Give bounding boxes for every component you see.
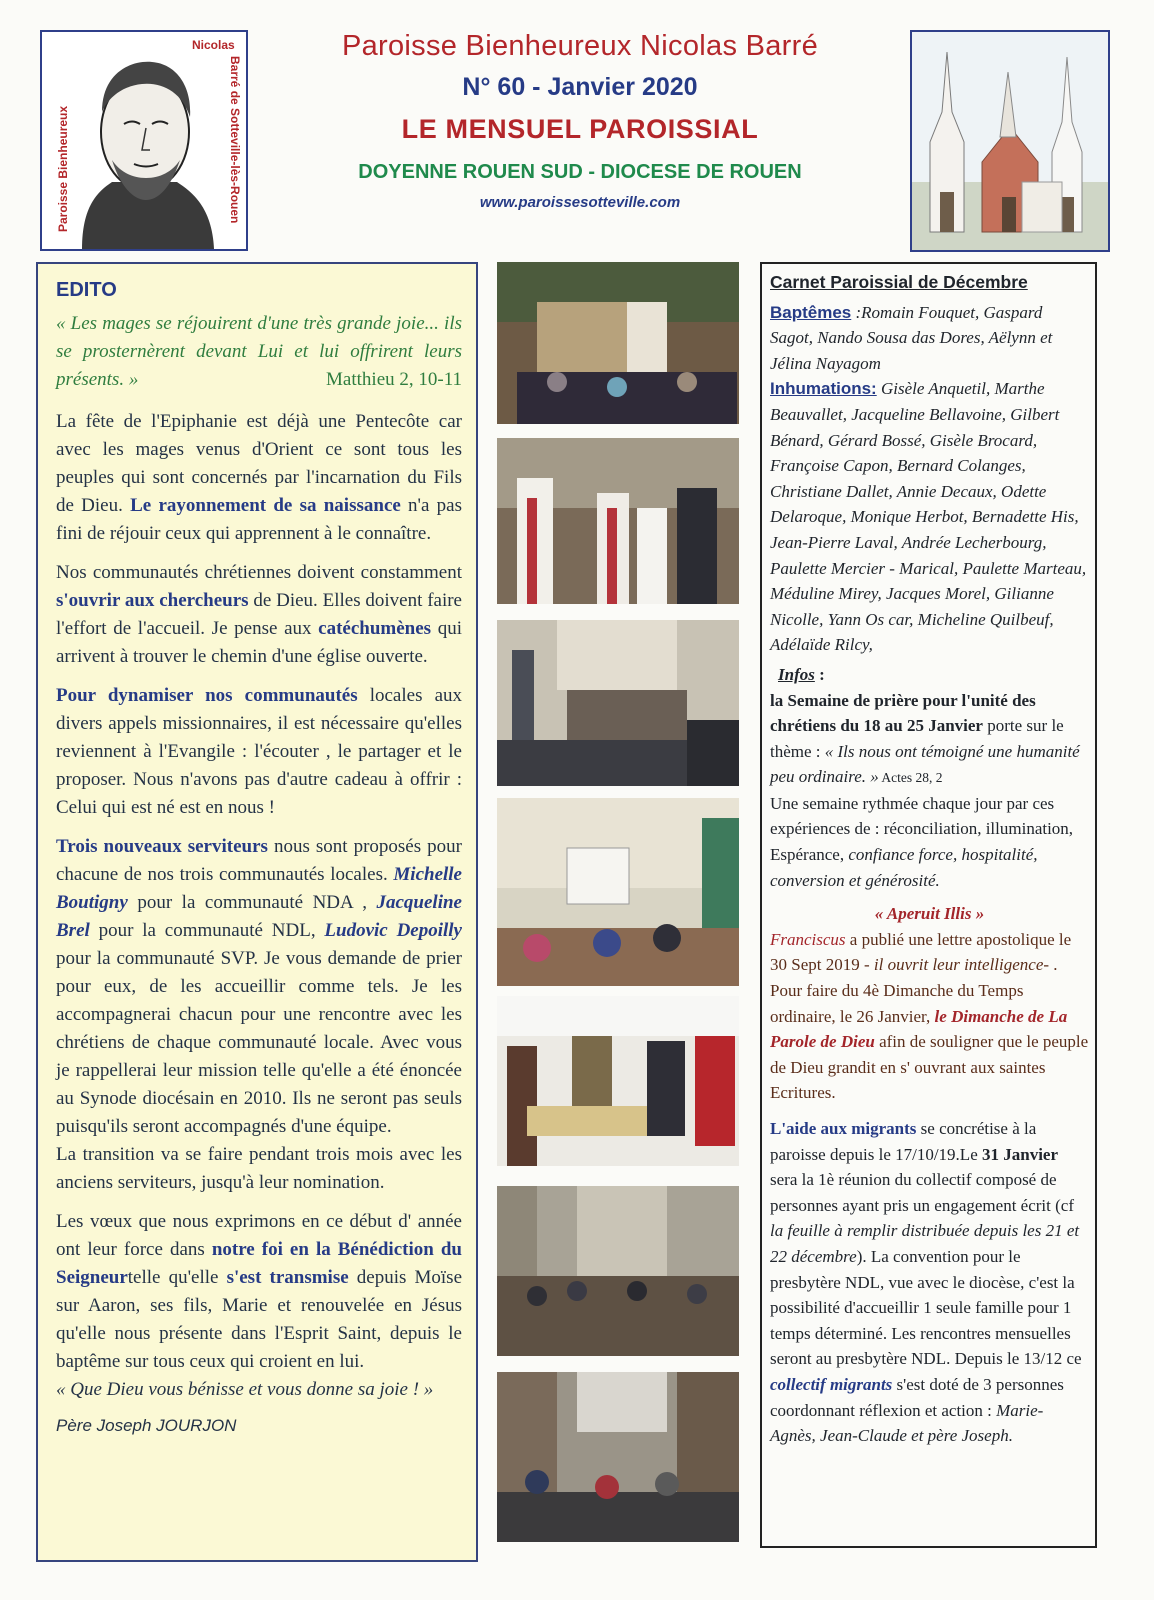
infos-colon: : — [814, 664, 825, 684]
logo-portrait-nicolas-barre — [40, 30, 248, 251]
edito-text: de Dieu. Elles doivent faire l'effort de l'accueil. Je pense aux — [56, 590, 462, 639]
edito-text: depuis Moïse sur Aaron, ses fils, Marie et renouvelée en Jésus qu'elle nous présente dans l'Esprit Saint, depuis le baptême sur tous ceux qui croient en lui. — [56, 1267, 463, 1372]
migrants-title: L'aide aux migrants — [770, 1119, 917, 1138]
edito-highlight: Trois nouveaux serviteurs — [56, 836, 268, 857]
aperuit-author: Franciscus — [770, 929, 846, 949]
aperuit-body: a publié une lettre apostolique le 30 Sept 2019 - — [770, 929, 1072, 975]
edito-paragraph-6 — [56, 1208, 462, 1376]
edito-paragraph-5: La transition va se faire pendant trois mois avec les anciens serviteurs, jusqu'à leur nomination. — [56, 1144, 462, 1193]
edito-highlight: Pour dynamiser nos communautés — [56, 685, 358, 706]
edito-box — [36, 262, 478, 1562]
servant-name: Michelle Boutigny — [56, 864, 462, 913]
infos-label: Infos — [778, 664, 815, 684]
migrants-text: se concrétise à la paroisse depuis le 17/10/19.Le — [770, 1119, 1037, 1164]
aperuit-title-row — [770, 901, 1089, 927]
masthead — [260, 28, 900, 211]
migrants-text: ). La convention pour le presbytère NDL, vue avec le diocèse, c'est la possibilité d'accueillir 1 seule famille pour 1 temps déterminé. Les rencontres mensuelles seront au presbytère NDL. Depuis le 13/12 ce — [770, 1246, 1082, 1369]
edito-highlight: s'est transmise — [226, 1267, 349, 1288]
edito-highlight: Le rayonnement de sa naissance — [130, 495, 401, 516]
word-of-god-sunday: le Dimanche de La Parole de Dieu — [770, 1006, 1068, 1052]
edito-closing-blessing: « Que Dieu vous bénisse et vous donne sa joie ! » — [56, 1379, 434, 1400]
parish-title: Paroisse Bienheureux Nicolas Barré — [341, 30, 819, 62]
edito-quote-reference: Matthieu 2, 10-11 — [326, 369, 462, 390]
website-link[interactable]: www.paroissesotteville.com — [479, 194, 681, 211]
photo-musicians-image — [497, 620, 739, 786]
parish-register-box — [760, 262, 1097, 1548]
edito-text: n'a pas fini de réjouir ceux qui apprennent à le connaître. — [56, 495, 462, 544]
photo-children-hall — [497, 798, 739, 986]
unity-week-title: la Semaine de prière pour l'unité des chrétiens du 18 au 25 Janvier — [770, 690, 1036, 736]
migrants-date: 31 Janvier — [982, 1144, 1059, 1164]
edito-paragraph-4 — [56, 833, 462, 1141]
edito-highlight: s'ouvrir aux chercheurs — [56, 590, 249, 611]
photo-epiphany-nativity — [497, 262, 739, 424]
funerals-label: Inhumations: — [770, 379, 877, 399]
unity-week-info — [770, 688, 1089, 791]
edito-heading: EDITO — [56, 279, 117, 301]
photo-market-image — [497, 996, 739, 1166]
photo-procession-image — [497, 1372, 739, 1542]
churches-illustration — [910, 30, 1110, 252]
servant-name: Jacqueline Brel — [56, 892, 462, 941]
edito-paragraph-1 — [56, 408, 462, 548]
unity-week-theme: « Ils nous ont témoigné une humanité peu ordinaire. » — [770, 741, 1080, 787]
migrants-info — [770, 1116, 1089, 1449]
aperuit-quote: il ouvrit leur intelligence- — [873, 955, 1050, 975]
publication-name: LE MENSUEL PAROISSIAL — [401, 114, 759, 144]
aperuit-text — [770, 927, 1089, 1106]
photo-epiphany-image — [497, 262, 739, 424]
unity-week-text: Une semaine rythmée chaque jour par ces expériences de : réconciliation, illumination, Espérance, — [770, 793, 1074, 865]
photo-musicians-church — [497, 620, 739, 786]
edito-paragraph-2 — [56, 559, 462, 671]
deanery-line: DOYENNE ROUEN SUD - DIOCESE DE ROUEN — [358, 161, 802, 183]
issue-number: N° 60 - Janvier 2020 — [462, 73, 698, 101]
edito-text: La fête de l'Epiphanie est déjà une Pentecôte car avec les mages venus d'Orient ce sont tous les peuples qui sont concernés par l'incarnation du Fils de Dieu. — [56, 411, 462, 516]
edito-text: qui arrivent à trouver le chemin d'une église ouverte. — [56, 618, 463, 667]
infos-heading — [770, 662, 1089, 688]
edito-text: pour la communauté NDA , — [127, 892, 377, 913]
edito-text: telle qu'elle — [127, 1267, 227, 1288]
register-heading: Carnet Paroissial de Décembre — [770, 272, 1028, 292]
edito-text: nous sont proposés pour chacune de nos trois communautés locales. — [56, 836, 462, 885]
unity-week-details — [770, 791, 1089, 893]
portrait-caption-left: Paroisse Bienheureux — [56, 105, 70, 232]
funerals-names: Gisèle Anquetil, Marthe Beauvallet, Jacqueline Bellavoine, Gilbert Bénard, Gérard Bossé, Gisèle Brocard, Françoise Capon, Bernard Colanges, Christiane Dallet, Annie Decaux, Odette Delaroque, Monique Herbot, Bernadette His, Jean-Pierre Laval, Andrée Lecherbourg, Paulette Mercier - Marical, Paulette Marteau, Méduline Mirey, Jacques Morel, Gilianne Nicolle, Yann Os car, Micheline Quilbeuf, Adélaïde Rilcy, — [770, 379, 1087, 655]
edito-text: locales aux divers appels missionnaires, il est nécessaire qu'elles reviennent à l'Evangile : l'écouter , le partager et le proposer. Nous n'avons pas d'autre cadeau à offrir : Celui qui est né est en nous ! — [56, 685, 463, 818]
edito-paragraph-3 — [56, 682, 462, 822]
edito-signature: Père Joseph JOURJON — [56, 1416, 237, 1435]
photo-church-assembly — [497, 1186, 739, 1356]
portrait-caption-right: Barré de Sotteville-lès-Rouen — [228, 56, 242, 224]
servant-name: Ludovic Depoilly — [324, 920, 462, 941]
edito-highlight: catéchumènes — [318, 618, 432, 639]
edito-text: Nos communautés chrétiennes doivent constamment — [56, 562, 462, 583]
aperuit-body: afin de souligner que le peuple de Dieu grandit en s' ouvrant aux saintes Ecritures. — [770, 1032, 1089, 1103]
portrait-drawing — [42, 32, 246, 249]
churches-drawing — [912, 32, 1108, 250]
photo-priests-image — [497, 438, 739, 604]
photo-assembly-image — [497, 1186, 739, 1356]
migrants-text: s'est doté de 3 personnes coordonnant réflexion et action : — [770, 1374, 1064, 1420]
edito-text: pour la communauté NDL, — [89, 920, 325, 941]
photo-children-image — [497, 798, 739, 986]
migrants-text: sera la 1è réunion du collectif composé de personnes ayant pris un engagement écrit (cf — [770, 1170, 1074, 1215]
portrait-caption-top: Nicolas — [192, 38, 235, 52]
photo-priests-altar-servers — [497, 438, 739, 604]
unity-week-text: porte sur le thème : — [770, 716, 1064, 761]
photo-market-tent — [497, 996, 739, 1166]
unity-week-reference: Actes 28, 2 — [878, 770, 943, 786]
photo-street-procession — [497, 1372, 739, 1542]
funerals-entry — [770, 376, 1089, 658]
baptisms-label: Baptêmes — [770, 302, 852, 322]
migrants-coordinators: Marie-Agnès, Jean-Claude et père Joseph. — [770, 1400, 1044, 1446]
edito-text: pour la communauté SVP. Je vous demande de prier pour eux, de les accueillir comme tels. Je les accompagnerai chacun pour une rencontre avec les chrétiens de chaque communauté locale. Avec vous je rappellerai leur mission telle qu'elle a été énoncée au Synode diocésain en 2010. Ils ne seront pas seuls puisqu'ils seront accompagnés d'une équipe. — [56, 948, 462, 1137]
edito-text: Les vœux que nous exprimons en ce début d' année ont leur force dans — [56, 1211, 462, 1260]
aperuit-body: . Pour faire du 4è Dimanche du Temps ordinaire, le 26 Janvier, — [770, 955, 1058, 1026]
baptisms-names: :Romain Fouquet, Gaspard Sagot, Nando Sousa das Dores, Aëlynn et Jélina Nayagom — [770, 302, 1053, 373]
aperuit-title: « Aperuit Illis » — [874, 904, 985, 924]
migrants-form-note: la feuille à remplir distribuée depuis les 21 et 22 décembre — [770, 1221, 1080, 1266]
migrants-collective: collectif migrants — [770, 1374, 893, 1394]
edito-highlight: notre foi en la Bénédiction du Seigneur — [56, 1239, 462, 1288]
edito-quote: « Les mages se réjouirent d'une très grande joie... ils se prosternèrent devant Lui et lui offrirent leurs présents. » — [56, 313, 462, 390]
baptisms-entry — [770, 300, 1089, 377]
unity-week-values: confiance force, hospitalité, conversion et générosité. — [770, 845, 1038, 890]
